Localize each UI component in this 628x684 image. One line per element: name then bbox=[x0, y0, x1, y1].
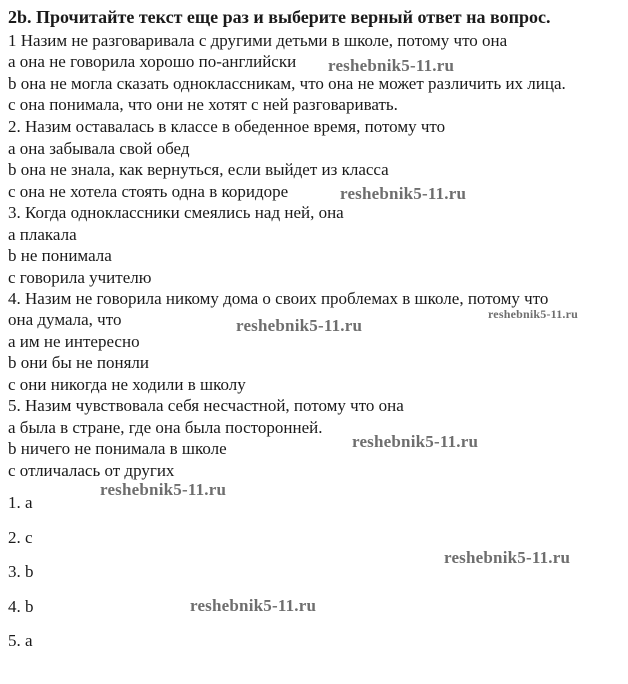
watermark: reshebnik5-11.ru bbox=[236, 316, 363, 335]
option-5c: c отличалась от других bbox=[8, 461, 175, 480]
watermark: reshebnik5-11.ru bbox=[100, 480, 227, 499]
option-2a: a она забывала свой обед bbox=[8, 139, 190, 158]
option-4b: b они бы не поняли bbox=[8, 353, 150, 372]
question-4-continued: она думала, что bbox=[8, 310, 122, 329]
answer-3: 3. b bbox=[8, 562, 34, 581]
option-1c: c она понимала, что они не хотят с ней разговаривать. bbox=[8, 95, 398, 114]
question-2: 2. Назим оставалась в классе в обеденное время, потому что bbox=[8, 117, 446, 136]
option-3a: a плакала bbox=[8, 225, 77, 244]
watermark: reshebnik5-11.ru bbox=[340, 184, 467, 203]
answer-1: 1. a bbox=[8, 493, 33, 512]
question-4: 4. Назим не говорила никому дома о своих проблемах в школе, потому что bbox=[8, 289, 549, 308]
page-title: 2b. Прочитайте текст еще раз и выберите верный ответ на вопрос. bbox=[8, 7, 551, 27]
answer-2: 2. c bbox=[8, 528, 33, 547]
option-5a: a была в стране, где она была посторонней. bbox=[8, 418, 323, 437]
answer-5: 5. a bbox=[8, 631, 33, 650]
watermark: reshebnik5-11.ru bbox=[488, 307, 578, 321]
question-3: 3. Когда одноклассники смеялись над ней, она bbox=[8, 203, 344, 222]
option-1a: a она не говорила хорошо по-английски bbox=[8, 52, 297, 71]
option-3b: b не понимала bbox=[8, 246, 112, 265]
option-5b: b ничего не понимала в школе bbox=[8, 439, 227, 458]
watermark: reshebnik5-11.ru bbox=[352, 432, 479, 451]
watermark: reshebnik5-11.ru bbox=[190, 596, 317, 615]
watermark: reshebnik5-11.ru bbox=[328, 56, 455, 75]
option-3c: c говорила учителю bbox=[8, 268, 152, 287]
option-2b: b она не знала, как вернуться, если выйдет из класса bbox=[8, 160, 389, 179]
question-5: 5. Назим чувствовала себя несчастной, потому что она bbox=[8, 396, 404, 415]
option-4c: c они никогда не ходили в школу bbox=[8, 375, 246, 394]
option-4a: a им не интересно bbox=[8, 332, 140, 351]
question-1: 1 Назим не разговаривала с другими детьми в школе, потому что она bbox=[8, 31, 508, 50]
option-2c: c она не хотела стоять одна в коридоре bbox=[8, 182, 289, 201]
watermark: reshebnik5-11.ru bbox=[444, 548, 571, 567]
answer-4: 4. b bbox=[8, 597, 34, 616]
option-1b: b она не могла сказать одноклассникам, что она не может различить их лица. bbox=[8, 74, 566, 93]
